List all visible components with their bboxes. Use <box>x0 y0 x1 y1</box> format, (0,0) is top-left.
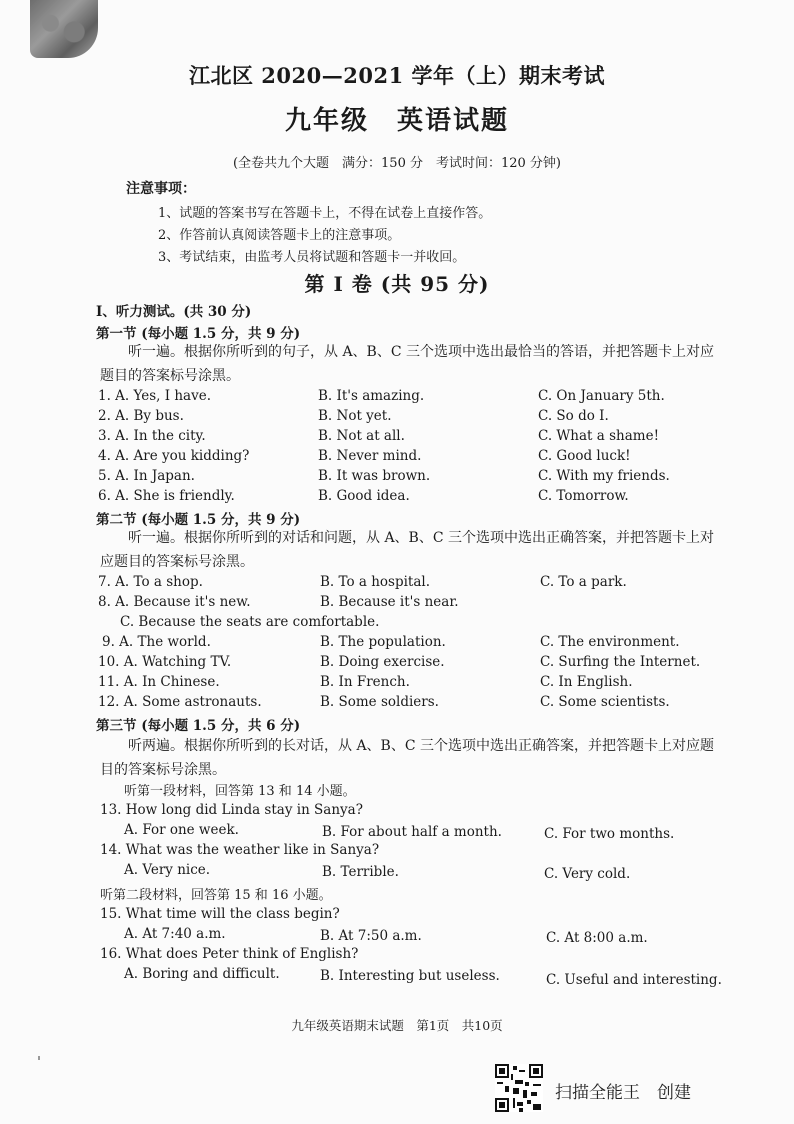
exam-subtitle: 九年级 英语试题 <box>284 106 509 136</box>
option-b: B. Not at all. <box>318 428 405 444</box>
exam-title: 江北区 2020—2021 学年（上）期末考试 <box>188 63 605 88</box>
note-item: 3、考试结束，由监考人员将试题和答题卡一并收回。 <box>158 250 466 265</box>
option-a: A. For one week. <box>124 822 239 838</box>
option-c: C. At 8:00 a.m. <box>546 930 648 946</box>
option-a: 9. A. The world. <box>102 634 211 650</box>
scan-speck <box>38 1056 40 1060</box>
option-b: B. Never mind. <box>318 448 422 464</box>
section2-title: 第二节 (每小题 1.5 分，共 9 分) <box>96 512 301 528</box>
option-c: C. To a park. <box>540 574 627 590</box>
volume-title: 第 I 卷 (共 95 分) <box>304 272 490 296</box>
option-b: B. It was brown. <box>318 468 431 484</box>
option-c: C. Because the seats are comfortable. <box>120 614 380 630</box>
option-b: B. At 7:50 a.m. <box>320 928 422 944</box>
option-a: 5. A. In Japan. <box>98 468 195 484</box>
option-a: A. Very nice. <box>124 862 211 878</box>
section1-instruction: 听一遍。根据你所听到的句子，从 A、B、C 三个选项中选出最恰当的答语，并把答题卡上对应题目的答案标号涂黑。 <box>100 344 715 384</box>
option-b: B. Not yet. <box>318 408 392 424</box>
option-a: 3. A. In the city. <box>98 428 206 444</box>
option-a: 10. A. Watching TV. <box>98 654 232 670</box>
option-a: A. Boring and difficult. <box>124 966 280 982</box>
page-footer: 九年级英语期末试题 第1页 共10页 <box>291 1018 503 1033</box>
note-item: 2、作答前认真阅读答题卡上的注意事项。 <box>158 228 401 243</box>
option-c: C. With my friends. <box>538 468 670 484</box>
option-b: B. Because it's near. <box>320 594 459 610</box>
material-1-note: 听第一段材料，回答第 13 和 14 小题。 <box>124 784 356 799</box>
option-c: C. On January 5th. <box>538 388 665 404</box>
material-2-note: 听第二段材料，回答第 15 和 16 小题。 <box>100 888 332 903</box>
option-b: B. The population. <box>320 634 446 650</box>
option-a: 2. A. By bus. <box>98 408 184 424</box>
option-a: 7. A. To a shop. <box>98 574 203 590</box>
option-b: B. It's amazing. <box>318 388 425 404</box>
option-c: C. Very cold. <box>544 866 631 882</box>
option-a: 6. A. She is friendly. <box>98 488 235 504</box>
option-b: B. Terrible. <box>322 864 399 880</box>
qr-code-icon <box>495 1064 543 1112</box>
option-b: B. Doing exercise. <box>320 654 445 670</box>
question-16: 16. What does Peter think of English? <box>100 946 359 962</box>
option-c: C. What a shame! <box>538 428 659 444</box>
scanner-watermark: 扫描全能王 创建 <box>555 1083 691 1103</box>
question-13: 13. How long did Linda stay in Sanya? <box>100 802 363 818</box>
question-15: 15. What time will the class begin? <box>100 906 340 922</box>
notes-title: 注意事项： <box>126 181 196 197</box>
corner-ornament-icon <box>30 0 98 58</box>
section3-title: 第三节 (每小题 1.5 分，共 6 分) <box>96 718 301 734</box>
note-item: 1、试题的答案书写在答题卡上，不得在试卷上直接作答。 <box>158 206 492 221</box>
option-a: 4. A. Are you kidding? <box>98 448 250 464</box>
option-c: C. Some scientists. <box>540 694 670 710</box>
option-b: B. Some soldiers. <box>320 694 439 710</box>
option-a: 1. A. Yes, I have. <box>98 388 212 404</box>
section1-title: 第一节 (每小题 1.5 分，共 9 分) <box>96 326 301 342</box>
option-c: C. In English. <box>540 674 633 690</box>
part1-title: I、听力测试。(共 30 分) <box>96 304 252 320</box>
option-b: B. Good idea. <box>318 488 410 504</box>
option-a: 8. A. Because it's new. <box>98 594 251 610</box>
option-b: B. In French. <box>320 674 410 690</box>
option-b: B. To a hospital. <box>320 574 431 590</box>
exam-info: (全卷共九个大题 满分：150 分 考试时间：120 分钟) <box>232 156 562 171</box>
question-14: 14. What was the weather like in Sanya? <box>100 842 380 858</box>
option-a: A. At 7:40 a.m. <box>124 926 226 942</box>
option-a: 11. A. In Chinese. <box>98 674 220 690</box>
option-b: B. Interesting but useless. <box>320 968 500 984</box>
option-a: 12. A. Some astronauts. <box>98 694 262 710</box>
option-c: C. The environment. <box>540 634 680 650</box>
option-c: C. Good luck! <box>538 448 631 464</box>
option-c: C. So do I. <box>538 408 609 424</box>
option-c: C. Tomorrow. <box>538 488 629 504</box>
option-c: C. For two months. <box>544 826 675 842</box>
option-b: B. For about half a month. <box>322 824 502 840</box>
section2-instruction: 听一遍。根据你所听到的对话和问题，从 A、B、C 三个选项中选出正确答案，并把答题卡上对应题目的答案标号涂黑。 <box>100 530 715 570</box>
option-c: C. Surfing the Internet. <box>540 654 701 670</box>
option-c: C. Useful and interesting. <box>546 972 722 988</box>
section3-instruction: 听两遍。根据你所听到的长对话，从 A、B、C 三个选项中选出正确答案，并把答题卡上对应题目的答案标号涂黑。 <box>100 738 715 778</box>
